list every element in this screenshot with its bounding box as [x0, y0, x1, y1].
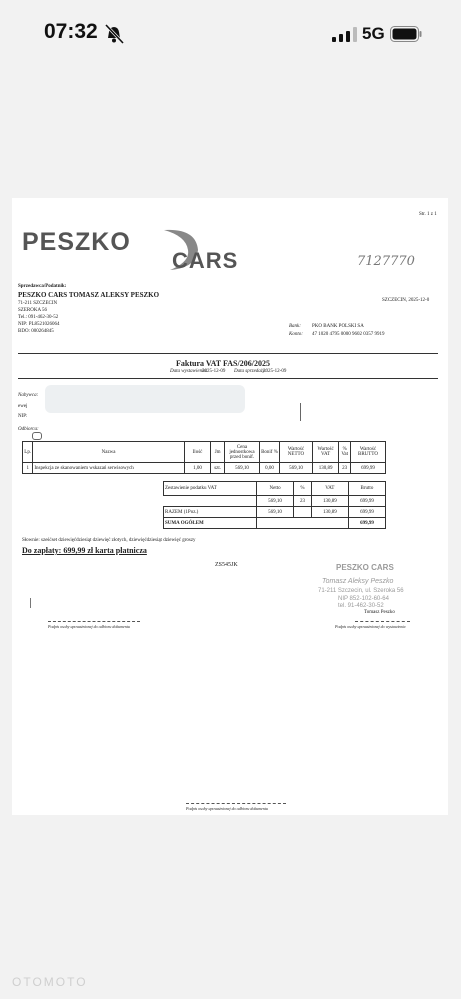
table-cell: 699,99: [350, 463, 385, 474]
header-cell: Wartość BRUTTO: [350, 442, 385, 463]
vat-razem-label: RAZEM (1Poz.): [164, 507, 257, 518]
seller-bdo: BDO: 000264845: [18, 329, 54, 334]
vat-title: Zestawienie podatku VAT: [164, 482, 257, 496]
status-bar: [0, 0, 461, 70]
vat-header-cell: %: [294, 482, 312, 496]
vat-cell: 23: [294, 496, 312, 507]
header-cell: Nazwa: [33, 442, 184, 463]
vat-total-label: SUMA OGÓŁEM: [164, 518, 257, 529]
date-issued-label: Data wystawienia:: [170, 369, 208, 374]
buyer-fragment: ewej: [18, 404, 28, 409]
vat-cell: 569,10: [257, 507, 294, 518]
vat-empty-cell: [257, 518, 349, 529]
invoice-title: Faktura VAT FAS/206/2025: [176, 359, 270, 368]
vat-total-row: [164, 518, 386, 529]
amount-in-words: Słownie: sześćset dziewięćdziesiąt dziewięć złotych, dziewięćdziesiąt dziewięć groszy: [22, 538, 196, 543]
stamp-address: 71-211 Szczecin, ul. Szeroka 56: [318, 588, 404, 594]
vat-cell: 699,99: [348, 507, 385, 518]
seller-city: 71-211 SZCZECIN: [18, 301, 58, 306]
vat-header-row: [164, 482, 386, 496]
items-table: [22, 441, 386, 474]
table-cell: szt.: [211, 463, 225, 474]
table-cell: 130,89: [312, 463, 338, 474]
stamp-name: Tomasz Aleksy Peszko: [322, 578, 394, 585]
seller-tel: Tel.: 091-462-30-52: [18, 315, 59, 320]
watermark: OTOMOTO: [12, 975, 88, 989]
table-cell: 569,10: [280, 463, 313, 474]
bracket-mark: [32, 432, 42, 440]
signer-name: Tomasz Peszko: [364, 610, 395, 615]
vat-empty-cell: [164, 496, 257, 507]
signature-caption-left: Podpis osoby upoważnionej do odbioru dokumentu: [48, 624, 130, 629]
signature-line-left: [48, 621, 140, 622]
table-cell: 0,00: [259, 463, 279, 474]
field-divider: [300, 403, 301, 421]
table-cell: 569,10: [225, 463, 260, 474]
table-row: [23, 463, 386, 474]
vat-razem-row: [164, 507, 386, 518]
vat-header-cell: Netto: [257, 482, 294, 496]
seller-street: SZEROKA 56: [18, 308, 48, 313]
vat-cell: [294, 507, 312, 518]
vat-cell: 130,89: [311, 496, 348, 507]
header-cell: Ilość: [184, 442, 210, 463]
vat-cell: 130,89: [311, 507, 348, 518]
bank-name: PKO BANK POLSKI SA: [312, 324, 364, 329]
vat-rate-row: [164, 496, 386, 507]
signal-icon: [332, 27, 358, 42]
stamp-tel: tel. 91-462-30-52: [338, 603, 384, 609]
vat-cell: 699,99: [348, 496, 385, 507]
header-cell: Wartość VAT: [312, 442, 338, 463]
battery-icon: [390, 26, 422, 42]
seller-label: Sprzedawca/Podatnik:: [18, 284, 67, 289]
date-issued: 2025-12-09: [202, 369, 226, 374]
header-cell: % Vat: [339, 442, 351, 463]
table-cell: 1,00: [184, 463, 210, 474]
date-sale: 2025-12-09: [263, 369, 287, 374]
header-cell: Cena jednostkowa przed bonif.: [225, 442, 260, 463]
recipient-label: Odbiorca:: [18, 427, 39, 432]
signature-caption-right: Podpis osoby upoważnionej do wystawienia: [335, 624, 406, 629]
handwritten-note: 7127770: [357, 254, 415, 269]
table-header-row: [23, 442, 386, 463]
bank-label: Bank:: [289, 324, 301, 329]
vat-total-value: 699,99: [348, 518, 385, 529]
clock: 07:32: [44, 20, 98, 43]
page-number: Str. 1 z 1: [419, 212, 437, 217]
reference-code: ZS545JK: [215, 562, 238, 568]
amount-due: Do zapłaty: 699,99 zł karta płatnicza: [22, 546, 147, 555]
konto-number: 47 1020 4795 0000 9602 0357 9919: [312, 332, 385, 337]
header-cell: Jm: [211, 442, 225, 463]
divider: [18, 353, 438, 354]
header-cell: Wartość NETTO: [280, 442, 313, 463]
signature-caption-bottom: Podpis osoby upoważnionej do odbioru dokumentu: [186, 806, 268, 811]
stamp-logo: PESZKO CARS: [336, 563, 394, 572]
logo-cars: CARS: [172, 248, 239, 273]
stamp-nip: NIP 852-102-60-64: [338, 596, 389, 602]
scan-mark: [30, 598, 31, 608]
bell-slash-icon: [103, 24, 125, 44]
header-cell: Bonif %: [259, 442, 279, 463]
signature-line-bottom: [186, 803, 286, 804]
buyer-nip: NIP:: [18, 414, 28, 419]
header-cell: Lp.: [23, 442, 33, 463]
vat-header-cell: VAT: [311, 482, 348, 496]
date-sale-label: Data sprzedaży:: [234, 369, 267, 374]
signature-line-right: [355, 621, 410, 622]
logo-peszko: PESZKO: [22, 228, 131, 256]
table-cell: Inspekcja ze skanowaniem wskazań serwisowych: [33, 463, 184, 474]
vat-summary-table: [163, 481, 386, 529]
place-date: SZCZECIN, 2025-12-0: [382, 298, 430, 303]
buyer-label: Nabywca:: [18, 393, 39, 398]
konto-label: Konto:: [289, 332, 303, 337]
table-cell: 1: [23, 463, 33, 474]
seller-nip: NIP: PL8521026064: [18, 322, 60, 327]
network-type: 5G: [362, 24, 385, 43]
table-cell: 23: [339, 463, 351, 474]
vat-cell: 569,10: [257, 496, 294, 507]
redacted-area: [45, 385, 245, 413]
divider: [18, 378, 438, 379]
seller-name: PESZKO CARS TOMASZ ALEKSY PESZKO: [18, 291, 160, 299]
vat-header-cell: Brutto: [348, 482, 385, 496]
